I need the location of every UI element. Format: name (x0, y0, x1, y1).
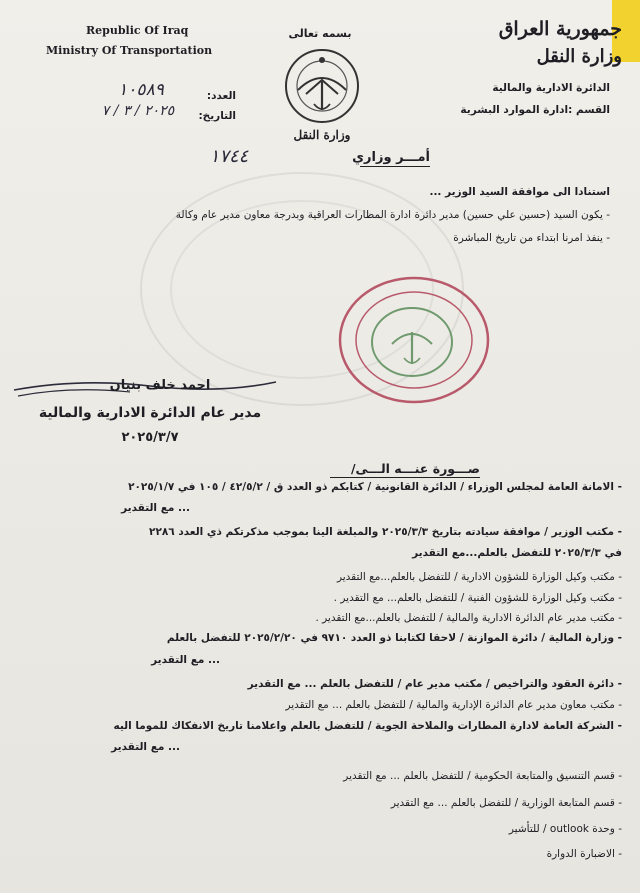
department: الدائرة الادارية والمالية (492, 82, 610, 94)
copy-item-11: - قسم المتابعة الوزارية / للتفضل بالعلم ... مع التقدير (390, 797, 622, 809)
date-value: ٢٠٢٥ / ٣ / ٧ (101, 103, 175, 119)
copy-to-heading: صـــورة عنـــه الـــى/ (330, 461, 480, 478)
number-value: ١٠٥٨٩ (118, 80, 164, 100)
bismillah: بسمه تعالى (288, 27, 352, 40)
ministry-logo (270, 46, 374, 130)
copy-item-3: - مكتب وكيل الوزارة للشؤون الادارية / للتفضل بالعلم...مع التقدير (336, 571, 622, 583)
copy-item-1: - الامانة العامة لمجلس الوزراء / الدائرة القانونية / كتابكم ذو العدد ق / ٤٢/٥/٢ / ١٠٥ في ٢٠٢٥/١/٧ (128, 481, 622, 493)
copy-item-12: - وحدة outlook / للتأشير (508, 823, 622, 835)
copy-item-9: - الشركة العامة لادارة المطارات والملاحة الجوية / للتفضل بالعلم واعلامنا تاريخ الانفكاك للموما اليه (113, 720, 622, 732)
body-line-1: - يكون السيد (حسين علي حسين) مدير دائرة ادارة المطارات العراقية وبدرجة معاون مدير عام وكالة (175, 209, 610, 221)
date-label: التاريخ: (198, 110, 236, 122)
country-en: Republic Of Iraq (86, 24, 189, 37)
copy-item-6b: ... مع التقدير (151, 654, 220, 666)
copy-item-5: - مكتب مدير عام الدائرة الادارية والمالية / للتفضل بالعلم...مع التقدير . (315, 612, 622, 624)
copy-item-4: - مكتب وكيل الوزارة للشؤون الفنية / للتفضل بالعلم... مع التقدير . (333, 592, 622, 604)
copy-item-2: - مكتب الوزير / موافقة سيادته بتاريخ ٢٠٢٥/٣/٣ والمبلغة الينا بموجب مذكرتكم ذي العدد ٢٢٨٦ (149, 526, 622, 538)
copy-item-9b: ... مع التقدير (111, 741, 180, 753)
official-stamp (334, 270, 494, 410)
ministry-en: Ministry Of Transportation (46, 44, 213, 57)
copy-item-10: - قسم التنسيق والمتابعة الحكومية / للتفضل بالعلم ... مع التقدير (343, 770, 622, 782)
order-number: ١٧٤٤ (209, 146, 249, 167)
signatory-title: مدير عام الدائرة الادارية والمالية (38, 405, 262, 421)
signatory-name: احمد خلف بنيان (109, 378, 211, 393)
body-intro: استنادا الى موافقة السيد الوزير ... (429, 186, 610, 198)
signatory-date: ٢٠٢٥/٣/٧ (121, 430, 179, 445)
order-title: أمـــر وزاري (352, 150, 430, 165)
copy-item-2b: في ٢٠٢٥/٣/٣ للتفضل بالعلم...مع التقدير (412, 547, 622, 559)
copy-item-7: - دائرة العقود والتراخيص / مكتب مدير عام / للتفضل بالعلم ... مع التقدير (247, 678, 622, 690)
body-line-2: - ينفذ امرنا ابتداء من تاريخ المباشرة (453, 232, 610, 244)
copy-item-13: - الاضبارة الدوارة (546, 848, 622, 860)
ministry-ar-right: وزارة النقل (536, 46, 622, 67)
copy-item-1b: ... مع التقدير (121, 502, 190, 514)
copy-item-8: - مكتب معاون مدير عام الدائرة الإدارية والمالية / للتفضل بالعلم ... مع التقدير (285, 699, 622, 711)
copy-item-6: - وزارة المالية / دائرة الموازنة / لاحقا لكتابنا ذو العدد ٩٧١٠ في ٢٠٢٥/٢/٢٠ للتفضل بالعلم (166, 632, 622, 644)
country-ar: جمهورية العراق (498, 18, 622, 40)
ministry-ar: وزارة النقل (293, 128, 351, 142)
section: القسم :ادارة الموارد البشرية (460, 104, 610, 116)
number-label: العدد: (206, 90, 236, 102)
